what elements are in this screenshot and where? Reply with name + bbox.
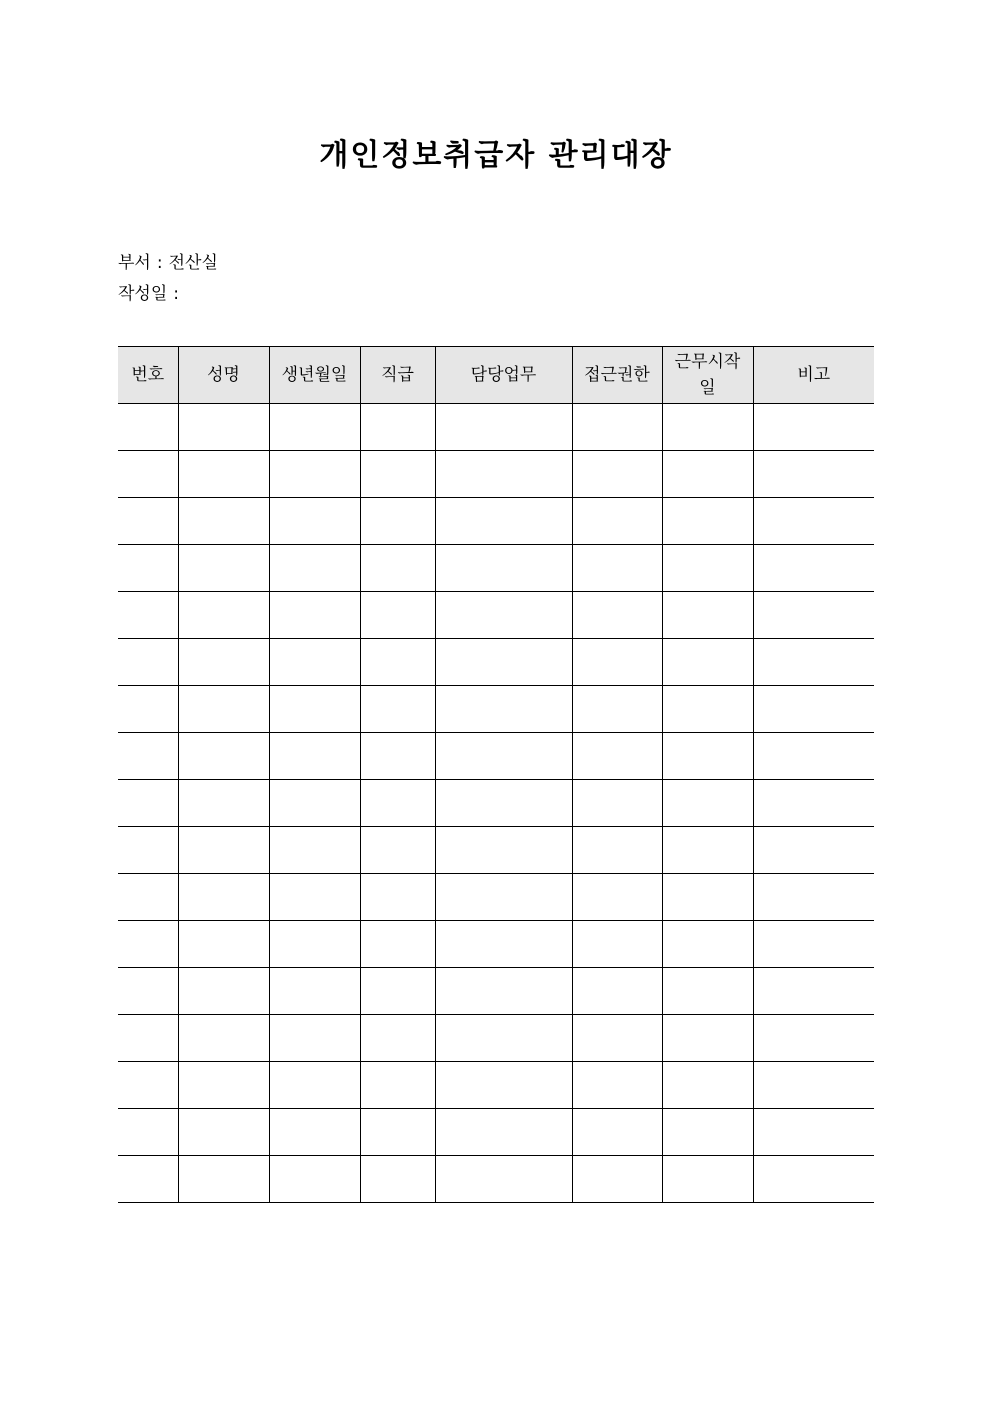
table-cell: [178, 545, 269, 592]
header-cell-birthdate: 생년월일: [269, 347, 360, 404]
table-cell: [178, 780, 269, 827]
table-cell: [118, 545, 178, 592]
table-cell: [662, 874, 753, 921]
table-cell: [662, 545, 753, 592]
table-cell: [572, 686, 662, 733]
table-cell: [753, 733, 874, 780]
table-row: [118, 1156, 874, 1203]
table-cell: [178, 968, 269, 1015]
table-cell: [435, 921, 572, 968]
department-label: 부서: [118, 253, 151, 273]
table-cell: [572, 1015, 662, 1062]
header-cell-number: 번호: [118, 347, 178, 404]
table-cell: [269, 592, 360, 639]
table-cell: [753, 1015, 874, 1062]
department-colon: :: [156, 253, 163, 273]
table-cell: [572, 498, 662, 545]
table-cell: [360, 1156, 435, 1203]
header-cell-remarks: 비고: [753, 347, 874, 404]
table-row: [118, 733, 874, 780]
page-title: 개인정보취급자 관리대장: [319, 138, 673, 173]
table-cell: [435, 874, 572, 921]
table-row: [118, 1015, 874, 1062]
table-cell: [118, 1062, 178, 1109]
table-cell: [572, 968, 662, 1015]
table-cell: [118, 686, 178, 733]
header-cell-name: 성명: [178, 347, 269, 404]
table-cell: [662, 921, 753, 968]
table-row: [118, 968, 874, 1015]
date-colon: :: [173, 284, 180, 304]
table-row: [118, 451, 874, 498]
table-cell: [360, 545, 435, 592]
table-cell: [269, 639, 360, 686]
table-cell: [753, 874, 874, 921]
table-cell: [360, 733, 435, 780]
table-cell: [572, 451, 662, 498]
table-cell: [178, 451, 269, 498]
table-cell: [753, 686, 874, 733]
header-cell-duty: 담당업무: [435, 347, 572, 404]
table-cell: [178, 1109, 269, 1156]
table-cell: [360, 827, 435, 874]
table-cell: [753, 1062, 874, 1109]
table-cell: [572, 874, 662, 921]
table-cell: [662, 780, 753, 827]
table-cell: [753, 827, 874, 874]
table-cell: [118, 733, 178, 780]
table-cell: [118, 1015, 178, 1062]
table-cell: [435, 639, 572, 686]
table-cell: [572, 827, 662, 874]
table-cell: [753, 498, 874, 545]
table-cell: [178, 733, 269, 780]
table-row: [118, 1062, 874, 1109]
table-cell: [178, 874, 269, 921]
table-cell: [269, 921, 360, 968]
table-cell: [572, 921, 662, 968]
table-cell: [269, 1109, 360, 1156]
table-cell: [360, 1062, 435, 1109]
table-cell: [269, 1062, 360, 1109]
table-cell: [269, 780, 360, 827]
table-cell: [572, 639, 662, 686]
table-cell: [118, 1109, 178, 1156]
table-cell: [662, 1015, 753, 1062]
table-cell: [269, 733, 360, 780]
table-cell: [360, 1015, 435, 1062]
table-cell: [178, 639, 269, 686]
table-cell: [753, 1156, 874, 1203]
table-cell: [435, 1109, 572, 1156]
table-row: [118, 827, 874, 874]
table-cell: [662, 404, 753, 451]
date-line: [118, 282, 185, 306]
table-cell: [269, 968, 360, 1015]
header-cell-start-date: 근무시작일: [662, 347, 753, 404]
table-cell: [178, 1156, 269, 1203]
table-cell: [572, 1156, 662, 1203]
table-cell: [178, 827, 269, 874]
table-cell: [572, 1109, 662, 1156]
table-cell: [435, 827, 572, 874]
table-row: [118, 780, 874, 827]
table-row: [118, 1109, 874, 1156]
table-cell: [572, 733, 662, 780]
table-cell: [435, 780, 572, 827]
table-cell: [572, 1062, 662, 1109]
table-cell: [662, 968, 753, 1015]
table-cell: [360, 686, 435, 733]
table-cell: [360, 921, 435, 968]
table-cell: [118, 921, 178, 968]
table-cell: [269, 545, 360, 592]
department-value: 전산실: [168, 253, 218, 273]
table-cell: [662, 639, 753, 686]
table-cell: [118, 404, 178, 451]
table-cell: [662, 733, 753, 780]
table-cell: [662, 498, 753, 545]
table-cell: [360, 498, 435, 545]
table-cell: [753, 968, 874, 1015]
table-row: [118, 592, 874, 639]
table-cell: [753, 1109, 874, 1156]
table-row: [118, 686, 874, 733]
table-cell: [360, 780, 435, 827]
table-cell: [360, 404, 435, 451]
table-cell: [753, 780, 874, 827]
table-cell: [269, 686, 360, 733]
date-label: 작성일: [118, 284, 168, 304]
table-cell: [572, 404, 662, 451]
table-cell: [269, 1156, 360, 1203]
table-cell: [178, 1015, 269, 1062]
table-cell: [118, 1156, 178, 1203]
table-cell: [753, 404, 874, 451]
table-cell: [118, 592, 178, 639]
table-cell: [269, 1015, 360, 1062]
table-cell: [178, 404, 269, 451]
table-cell: [435, 1062, 572, 1109]
table-cell: [118, 498, 178, 545]
table-cell: [360, 639, 435, 686]
table-cell: [269, 827, 360, 874]
table-cell: [753, 451, 874, 498]
table-row: [118, 921, 874, 968]
table-cell: [662, 827, 753, 874]
table-cell: [360, 1109, 435, 1156]
table-cell: [269, 404, 360, 451]
table-cell: [753, 592, 874, 639]
table-row: [118, 874, 874, 921]
table-cell: [435, 592, 572, 639]
table-cell: [435, 1156, 572, 1203]
table-cell: [662, 1062, 753, 1109]
department-line: [118, 251, 218, 275]
table-cell: [435, 968, 572, 1015]
table-cell: [178, 921, 269, 968]
table-cell: [662, 1156, 753, 1203]
table-cell: [753, 639, 874, 686]
table-cell: [572, 780, 662, 827]
table-cell: [118, 874, 178, 921]
table-cell: [269, 498, 360, 545]
table-cell: [178, 686, 269, 733]
table-cell: [435, 686, 572, 733]
table-cell: [662, 451, 753, 498]
table-cell: [118, 639, 178, 686]
header-row: [118, 347, 874, 404]
table-cell: [178, 498, 269, 545]
table-cell: [753, 921, 874, 968]
table-cell: [435, 451, 572, 498]
table-cell: [269, 451, 360, 498]
table-row: [118, 404, 874, 451]
table-cell: [662, 686, 753, 733]
table-cell: [572, 592, 662, 639]
header-cell-access-rights: 접근권한: [572, 347, 662, 404]
table-row: [118, 639, 874, 686]
table-cell: [435, 545, 572, 592]
table-row: [118, 498, 874, 545]
table-cell: [118, 968, 178, 1015]
personnel-register-table: [118, 346, 874, 1203]
table-cell: [753, 545, 874, 592]
table-cell: [360, 968, 435, 1015]
table-cell: [572, 545, 662, 592]
header-cell-position: 직급: [360, 347, 435, 404]
table-cell: [662, 1109, 753, 1156]
table-cell: [662, 592, 753, 639]
table-cell: [178, 1062, 269, 1109]
table-row: [118, 545, 874, 592]
table-cell: [360, 451, 435, 498]
table-cell: [178, 592, 269, 639]
register-body: [118, 404, 874, 1203]
table-cell: [118, 451, 178, 498]
table-cell: [435, 498, 572, 545]
table-cell: [435, 404, 572, 451]
table-cell: [435, 1015, 572, 1062]
table-cell: [269, 874, 360, 921]
table-cell: [118, 827, 178, 874]
table-cell: [360, 874, 435, 921]
table-cell: [360, 592, 435, 639]
table-cell: [118, 780, 178, 827]
table-cell: [435, 733, 572, 780]
